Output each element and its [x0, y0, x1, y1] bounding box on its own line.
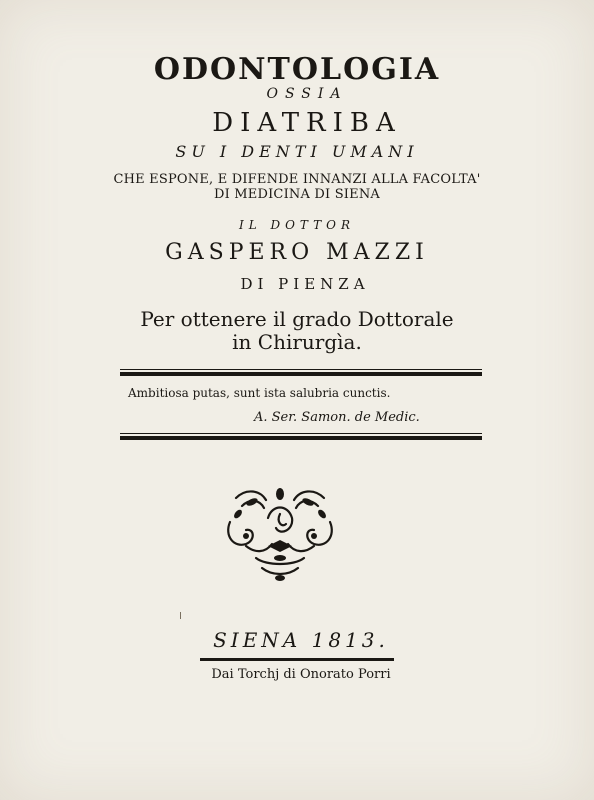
diatriba-heading: DIATRIBA	[212, 108, 402, 138]
imprint-rule	[200, 658, 394, 661]
rule-bottom-thick	[120, 436, 482, 440]
subject-line: SU I DENTI UMANI	[175, 142, 419, 161]
author-name: GASPERO MAZZI	[165, 240, 429, 265]
ossia-label: OSSIA	[266, 86, 348, 102]
epigraph-source: A. Ser. Samon. de Medic.	[254, 410, 420, 425]
dedication-line-1: CHE ESPONE, E DIFENDE INNANZI ALLA FACOLTA'	[113, 172, 481, 187]
purpose-line-1: Per ottenere il grado Dottorale	[140, 307, 454, 331]
imprint-place-year: SIENA 1813.	[213, 628, 389, 652]
purpose-line-2: in Chirurgìa.	[232, 330, 362, 354]
rule-top-thin	[120, 369, 482, 370]
dedication-line-2: DI MEDICINA DI SIENA	[213, 187, 380, 202]
ornamental-vignette-icon	[216, 484, 344, 584]
epigraph-quote: Ambitiosa putas, sunt ista salubria cunctis.	[128, 386, 391, 400]
il-dottor-label: IL DOTTOR	[238, 218, 356, 232]
rule-bottom-thin	[120, 433, 482, 434]
rule-top-thick	[120, 372, 482, 376]
author-origin: DI PIENZA	[240, 275, 370, 293]
printer-mark	[180, 612, 181, 619]
imprint-printer: Dai Torchj di Onorato Porri	[211, 667, 391, 682]
book-title: ODONTOLOGIA	[153, 52, 441, 87]
